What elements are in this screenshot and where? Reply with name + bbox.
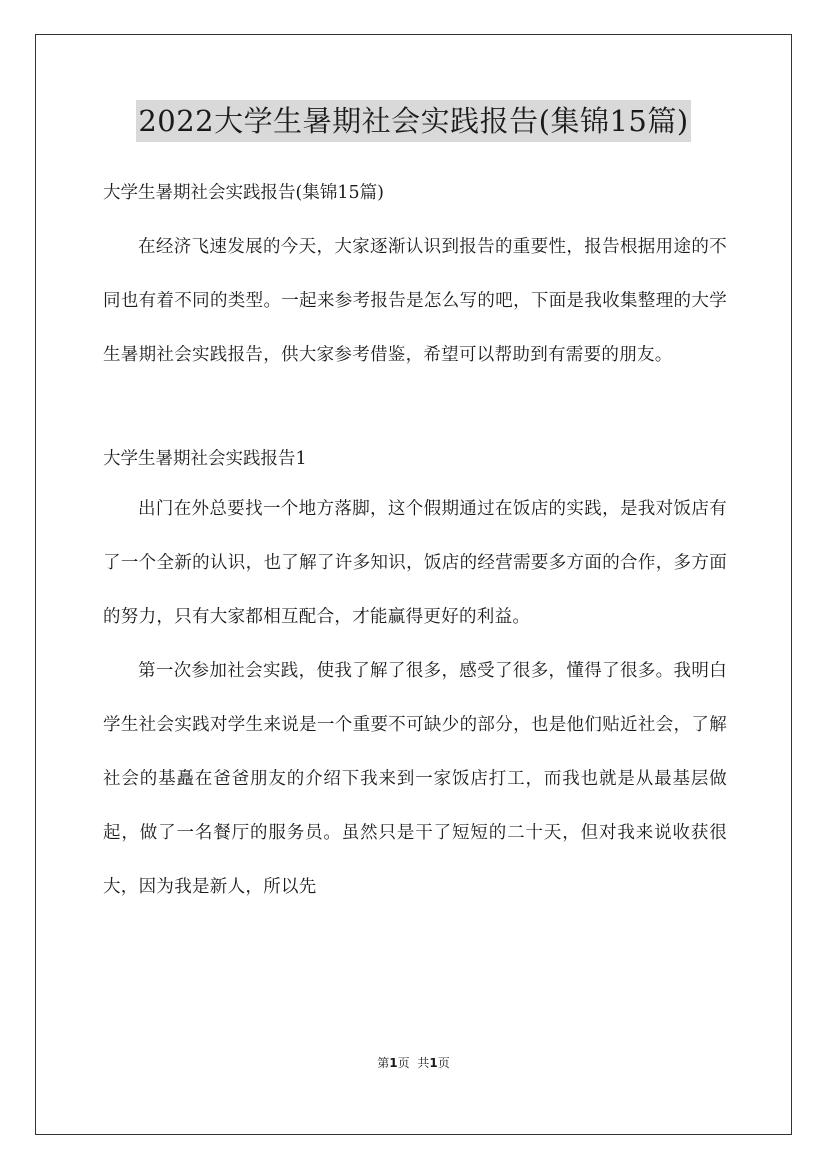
footer-total-prefix: 共	[417, 1056, 430, 1070]
body-paragraph: 第一次参加社会实践，使我了解了很多，感受了很多，懂得了很多。我明白学生社会实践对学生来说是一个重要不可缺少的部分，也是他们贴近社会，了解社会的基矗在爸爸朋友的介绍下我来到一家饭店打工，而我也就是从最基层做起，做了一名餐厅的服务员。虽然只是干了短短的二十天，但对我来说收获很大，因为我是新人，所以先	[103, 661, 727, 897]
footer-total-number: 1	[429, 1056, 438, 1070]
footer-page-suffix: 页	[397, 1056, 410, 1070]
document-title: 2022大学生暑期社会实践报告(集锦15篇)	[136, 100, 690, 142]
intro-paragraph: 在经济飞速发展的今天，大家逐渐认识到报告的重要性，报告根据用途的不同也有着不同的类型。一起来参考报告是怎么写的吧，下面是我收集整理的大学生暑期社会实践报告，供大家参考借鉴，希望可以帮助到有需要的朋友。	[103, 237, 727, 365]
body-paragraph: 出门在外总要找一个地方落脚，这个假期通过在饭店的实践，是我对饭店有了一个全新的认识，也了解了许多知识，饭店的经营需要多方面的合作，多方面的努力，只有大家都相互配合，才能赢得更好的利益。	[103, 499, 727, 627]
page-footer	[0, 1055, 827, 1071]
footer-page-prefix: 第	[377, 1056, 390, 1070]
document-title-wrapper	[0, 100, 827, 142]
section-heading: 大学生暑期社会实践报告1	[103, 449, 307, 469]
footer-total-suffix: 页	[437, 1056, 450, 1070]
footer-page-number: 1	[389, 1056, 398, 1070]
document-subtitle: 大学生暑期社会实践报告(集锦15篇)	[103, 183, 384, 203]
document-body	[103, 170, 727, 914]
